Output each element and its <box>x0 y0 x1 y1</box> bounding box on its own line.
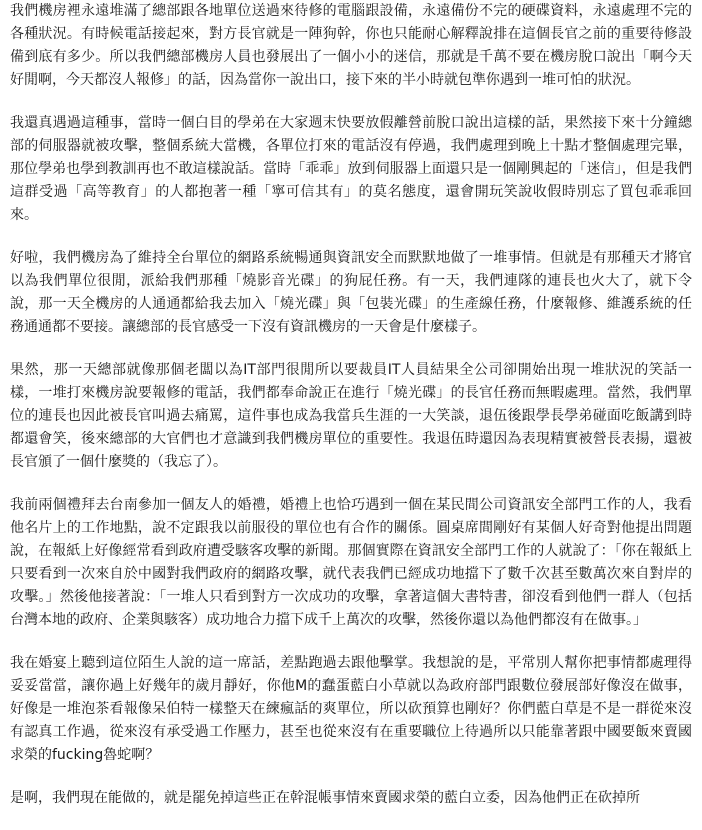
paragraph-7: 是啊，我們現在能做的，就是罷免掉這些正在幹混帳事情來賣國求榮的藍白立委，因為他們正在砍掉所 <box>10 790 640 806</box>
article-body <box>10 0 692 830</box>
paragraph-1: 我們機房裡永遠堆滿了總部跟各地單位送過來待修的電腦跟設備，永遠備份不完的硬碟資料，永遠處理不完的各種狀況。有時候電話接起來，對方長官就是一陣狗幹，你也只能耐心解釋說排在這個長官之前的重要待修設備到底有多少。所以我們總部機房人員也發展出了一個小小的迷信，那就是千萬不要在機房脫口說出「啊今天好閒啊，今天都沒人報修」的話，因為當你一說出口，接下來的半小時就包準你遇到一堆可怕的狀況。 <box>10 3 692 88</box>
paragraph-3: 好啦，我們機房為了維持全台單位的網路系統暢通與資訊安全而默默地做了一堆事情。但就是有那種天才將官以為我們單位很閒，派給我們那種「燒影音光碟」的狗屁任務。有一天，我們連隊的連長也火大了，就下令說，那一天全機房的人通通都給我去加入「燒光碟」與「包裝光碟」的生產線任務，什麼報修、維護系統的任務通通都不要接。讓總部的長官感受一下沒有資訊機房的一天會是什麼樣子。 <box>10 250 692 335</box>
paragraph-5: 我前兩個禮拜去台南參加一個友人的婚禮，婚禮上也恰巧遇到一個在某民間公司資訊安全部門工作的人，我看他名片上的工作地點，說不定跟我以前服役的單位也有合作的關係。圓桌席間剛好有某個人好奇對他提出問題說，在報紙上好像經常看到政府遭受駭客攻擊的新聞。那個實際在資訊安全部門工作的人就說了：「你在報紙上只要看到一次來自於中國對我們政府的網路攻擊，就代表我們已經成功地擋下了數千次甚至數萬次來自對岸的攻擊。」然後他接著說：「一堆人只看到對方一次成功的攻擊，拿著這個大書特書，卻沒看到他們一群人（包括台灣本地的政府、企業與駭客）成功地合力擋下成千上萬次的攻擊，然後你還以為他們都沒有在做事。」 <box>10 497 692 628</box>
paragraph-4: 果然，那一天總部就像那個老闆以為IT部門很閒所以要裁員IT人員結果全公司卻開始出現一堆狀況的笑話一樣，一堆打來機房說要報修的電話，我們都奉命說正在進行「燒光碟」的長官任務而無暇處理。當然，我們單位的連長也因此被長官叫過去痛罵，這件事也成為我當兵生涯的一大笑談，退伍後跟學長學弟碰面吃飯講到時都還會笑，後來總部的大官們也才意識到我們機房單位的重要性。我退伍時還因為表現精實被營長表揚，還被長官頒了一個什麼獎的（我忘了）。 <box>10 362 692 470</box>
paragraph-2: 我還真遇過這種事，當時一個白目的學弟在大家週末快要放假離營前脫口說出這樣的話，果然接下來十分鐘總部的伺服器就被攻擊，整個系統大當機，各單位打來的電話沒有停過，我們處理到晚上十點才整個處理完畢，那位學弟也學到教訓再也不敢這樣說話。當時「乖乖」放到伺服器上面還只是一個剛興起的「迷信」，但是我們這群受過「高等教育」的人都抱著一種「寧可信其有」的莫名態度，還會開玩笑說收假時別忘了買包乖乖回來。 <box>10 115 692 223</box>
paragraph-6: 我在婚宴上聽到這位陌生人說的這一席話，差點跑過去跟他擊掌。我想說的是，平常別人幫你把事情都處理得妥妥當當，讓你過上好幾年的歲月靜好，你他M的蠢蛋藍白小草就以為政府部門跟數位發展部好像沒在做事，好像是一堆泡茶看報像呆伯特一樣整天在練瘋話的爽單位，所以砍預算也剛好？你們藍白草是不是一群從來沒有認真工作過，從來沒有承受過工作壓力，甚至也從來沒有在重要職位上待過所以只能靠著跟中國要飯來賣國求榮的fucking魯蛇啊？ <box>10 655 692 763</box>
